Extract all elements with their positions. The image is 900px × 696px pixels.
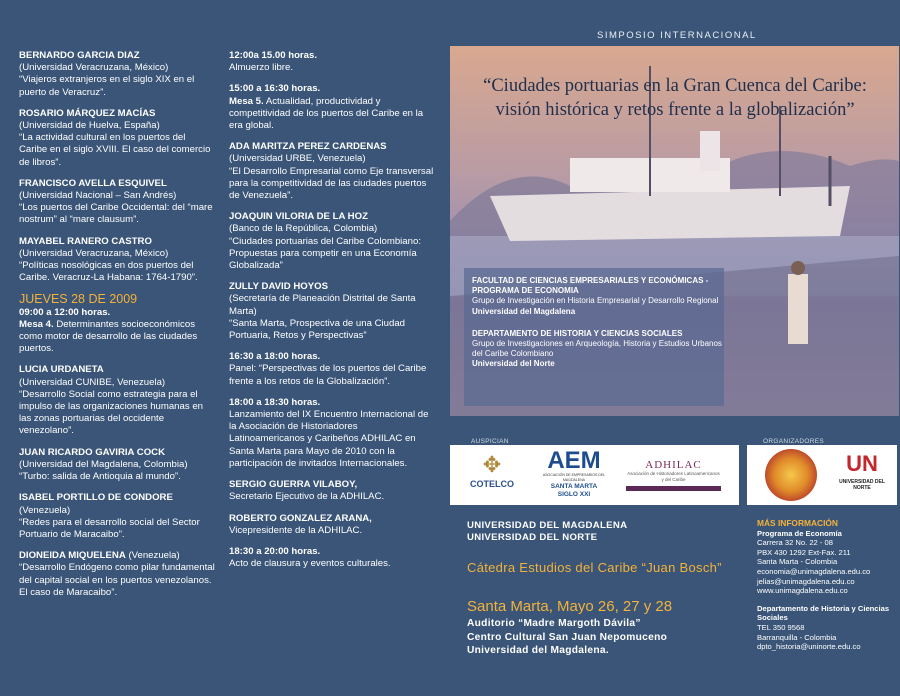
department-name: Departamento de Historia y Ciencias Sociales (757, 603, 890, 623)
guest-entry (229, 513, 435, 537)
adhilac-subtitle: Asociación de Historiadores Latinoamericanos y del Caribe (627, 471, 720, 482)
speaker-affiliation: (Venezuela) (19, 504, 71, 516)
speaker-affiliation: (Banco de la República, Colombia) (229, 223, 378, 235)
venue (467, 617, 667, 658)
slot-time: 18:00 a 18:30 horas. (229, 396, 321, 408)
closing-slot (229, 546, 435, 570)
speaker-entry (19, 447, 216, 484)
talk-title: “Los puertos del Caribe Occidental: del “mare nostrum” al “mare clausum”. (19, 202, 213, 226)
speaker-name: ROSARIO MÁRQUEZ MACÍAS (19, 107, 156, 119)
uninorte-text: UNIVERSIDAD DEL NORTE (839, 479, 885, 491)
adhilac-text: ADHILAC (645, 459, 702, 471)
speaker-entry (19, 178, 216, 227)
city: Santa Marta - Colombia (757, 557, 838, 567)
uninorte-logo (839, 449, 885, 491)
organizer-logos (747, 445, 897, 505)
venue-line: Centro Cultural San Juan Nepomuceno (467, 631, 668, 643)
aem-city: SANTA MARTA (550, 483, 598, 490)
guest-name: ROBERTO GONZALEZ ARANA, (229, 512, 372, 524)
talk-title: “Turbo: salida de Antioquia al mundo”. (19, 471, 181, 483)
slot-text: Acto de clausura y eventos culturales. (229, 558, 391, 570)
guest-entry (229, 479, 435, 503)
speaker-name: BERNARDO GARCIA DIAZ (19, 50, 140, 61)
speaker-entry (229, 211, 435, 272)
department-heading: DEPARTAMENTO DE HISTORIA Y CIENCIAS SOCIALES (472, 328, 683, 338)
adhilac-logo (626, 459, 721, 491)
mesa-label: Mesa 5. (229, 95, 264, 107)
info-heading: MÁS INFORMACIÓN (757, 518, 838, 528)
talk-title: “Redes para el desarrollo social del Sector Portuario de Maracaibo”. (19, 516, 200, 540)
mesa-label: Mesa 4. (19, 318, 54, 330)
sponsor-logos (450, 445, 739, 505)
university-1: UNIVERSIDAD DEL MAGDALENA (467, 520, 628, 531)
mesa-text: Actualidad, productividad y competitividad de los puertos del Caribe en la era global. (229, 95, 424, 132)
speaker-entry (19, 108, 216, 169)
catedra-title: Cátedra Estudios del Caribe “Juan Bosch” (467, 560, 722, 575)
speaker-affiliation: (Universidad Veracruzana, México) (19, 247, 169, 259)
symposium-label: SIMPOSIO INTERNACIONAL (597, 30, 757, 41)
slot-time: 16:30 a 18:00 horas. (229, 351, 321, 363)
aem-logo (538, 449, 610, 499)
talk-title: “Desarrollo Social como estrategia para el impulso de las organizaciones humanas en las zonas portuarias del occidente venezolano”. (19, 388, 203, 437)
speaker-affiliation: (Universidad Veracruzana, México) (19, 62, 169, 74)
phone: TEL 350 9568 (757, 622, 805, 632)
talk-title: “Santa Marta, Prospectiva de una Ciudad Portuaria, Retos y Perspectivas” (229, 317, 405, 342)
faculty-heading: FACULTAD DE CIENCIAS EMPRESARIALES Y ECONÓMICAS - PROGRAMA DE ECONOMIA (472, 276, 709, 296)
slot-text: Panel: “Perspectivas de los puertos del Caribe frente a los retos de la Globalización”. (229, 363, 427, 387)
talk-title: “Políticas nosológicas en dos puertos del Caribe. Veracruz-La Habana: 1764-1790”. (19, 260, 198, 284)
mesa-4 (19, 307, 216, 356)
mesa-text: Determinantes socioeconómicos como motor de desarrollo de las ciudades puertos. (19, 318, 198, 355)
university-name: Universidad del Norte (472, 359, 555, 369)
slot-time: 12:00a 15.00 horas. (229, 50, 318, 61)
guest-role: Vicepresidente de la ADHILAC. (229, 524, 363, 536)
venue-line: Universidad del Magdalena. (467, 645, 609, 656)
mesa-5 (229, 83, 435, 132)
website-link[interactable]: www.unimagdalena.edu.co (757, 586, 848, 596)
event-date: Santa Marta, Mayo 26, 27 y 28 (467, 598, 673, 615)
slot-text: Almuerzo libre. (229, 62, 293, 74)
university-name: Universidad del Magdalena (472, 306, 576, 316)
guest-name: SERGIO GUERRA VILABOY, (229, 479, 358, 491)
talk-title: “La actividad cultural en los puertos del Caribe en el siglo XVIII. El caso del comercio de libros”. (19, 132, 211, 168)
ship-photo (450, 46, 899, 416)
speaker-name: DIONEIDA MIQUELENA (19, 550, 126, 562)
launch-slot (229, 397, 435, 470)
speaker-name: ADA MARITZA PEREZ CARDENAS (229, 141, 387, 153)
email-link[interactable]: dpto_historia@uninorte.edu.co (757, 642, 861, 652)
speaker-affiliation: (Universidad del Magdalena, Colombia) (19, 458, 188, 470)
aem-subtitle: ASOCIACIÓN DE EMPRESARIOS DEL MAGDALENA (542, 473, 606, 482)
speaker-name: ISABEL PORTILLO DE CONDORE (19, 492, 173, 504)
program-column-1 (19, 50, 216, 608)
venue-line: Auditorio “Madre Margoth Dávila” (467, 618, 641, 629)
contact-info (757, 519, 897, 652)
organizadores-label: ORGANIZADORES (763, 438, 824, 445)
symposium-title: “Ciudades portuarias en la Gran Cuenca del Caribe: visión histórica y retos frente a la globalización” (483, 76, 867, 120)
speaker-affiliation: (Universidad Nacional – San Andrés) (19, 190, 177, 202)
phone: PBX 430 1292 Ext-Fax. 211 (757, 547, 851, 557)
speaker-affiliation: (Universidad de Huelva, España) (19, 120, 160, 132)
uninorte-mark: UN (846, 451, 878, 476)
speaker-name: JOAQUIN VILORIA DE LA HOZ (229, 211, 368, 223)
slot-time: 15:00 a 16:30 horas. (229, 83, 321, 95)
speaker-entry (19, 364, 216, 437)
program-column-2 (229, 50, 435, 579)
program-name: Programa de Economía (757, 528, 842, 538)
cover-panel (449, 0, 900, 696)
speaker-entry (19, 550, 216, 599)
unimagdalena-seal (765, 449, 817, 501)
slot-time: 18:30 a 20:00 horas. (229, 545, 321, 557)
speaker-affiliation: (Universidad CUNIBE, Venezuela) (19, 376, 166, 388)
speaker-affiliation: (Universidad URBE, Venezuela) (229, 153, 366, 165)
speaker-entry (19, 492, 216, 541)
talk-title: “Ciudades portuarias del Caribe Colombiano: Propuestas para competir en una Economía Globalizada” (229, 235, 421, 272)
day-heading: JUEVES 28 DE 2009 (19, 292, 138, 307)
speaker-name: FRANCISCO AVELLA ESQUIVEL (19, 177, 167, 189)
speaker-name: ZULLY DAVID HOYOS (229, 281, 328, 293)
talk-title: “El Desarrollo Empresarial como Eje transversal para la competitividad de las ciudades puertos de Venezuela”. (229, 165, 434, 202)
group-text: Grupo de Investigación en Historia Empresarial y Desarrollo Regional (472, 296, 719, 306)
aem-siglo: SIGLO XXI (557, 491, 591, 498)
city: Barranquilla - Colombia (757, 632, 837, 642)
cotelco-icon: ✥ (482, 452, 502, 477)
speaker-entry (19, 236, 216, 285)
speaker-affiliation: (Venezuela) (125, 550, 180, 562)
speaker-name: MAYABEL RANERO CASTRO (19, 235, 152, 247)
group-text: Grupo de Investigaciones en Arqueología, Historia y Estudios Urbanos del Caribe Colombiano (472, 339, 722, 359)
slot-time: 09:00 a 12:00 horas. (19, 306, 111, 318)
cotelco-logo (462, 451, 522, 489)
speaker-entry (229, 141, 435, 202)
panel-slot (229, 351, 435, 388)
speaker-name: LUCIA URDANETA (19, 364, 104, 376)
speaker-affiliation: (Secretaría de Planeación Distrital de Santa Marta) (229, 293, 416, 317)
speaker-entry (229, 281, 435, 342)
speaker-name: JUAN RICARDO GAVIRIA COCK (19, 446, 166, 458)
email-link[interactable]: jelias@unimagdalena.edu.co (757, 576, 855, 586)
auspician-label: AUSPICIAN (471, 438, 509, 445)
talk-title: “Viajeros extranjeros en el siglo XIX en el puerto de Veracruz”. (19, 74, 195, 98)
speaker-entry (19, 50, 216, 99)
guest-role: Secretario Ejecutivo de la ADHILAC. (229, 491, 385, 503)
cotelco-text: COTELCO (470, 479, 514, 489)
organizing-universities (467, 520, 627, 544)
address: Carrera 32 No. 22 - 08 (757, 538, 833, 548)
university-2: UNIVERSIDAD DEL NORTE (467, 532, 598, 543)
slot-text: Lanzamiento del IX Encuentro Internacional de la Asociación de Historiadores Latinoamericanos y Caribeños ADHILAC en Santa Marta para Mayo de 2010 con la participación de invitados Internacionales. (229, 409, 429, 469)
talk-title: “Desarrollo Endógeno como pilar fundamental del capital social en los puertos venezolanos. El caso de Maracaibo”. (19, 562, 215, 598)
aem-text: AEM (547, 447, 601, 474)
lunch-slot (229, 50, 435, 74)
organizers-overlay (464, 268, 724, 406)
email-link[interactable]: economia@unimagdalena.edu.co (757, 566, 871, 576)
